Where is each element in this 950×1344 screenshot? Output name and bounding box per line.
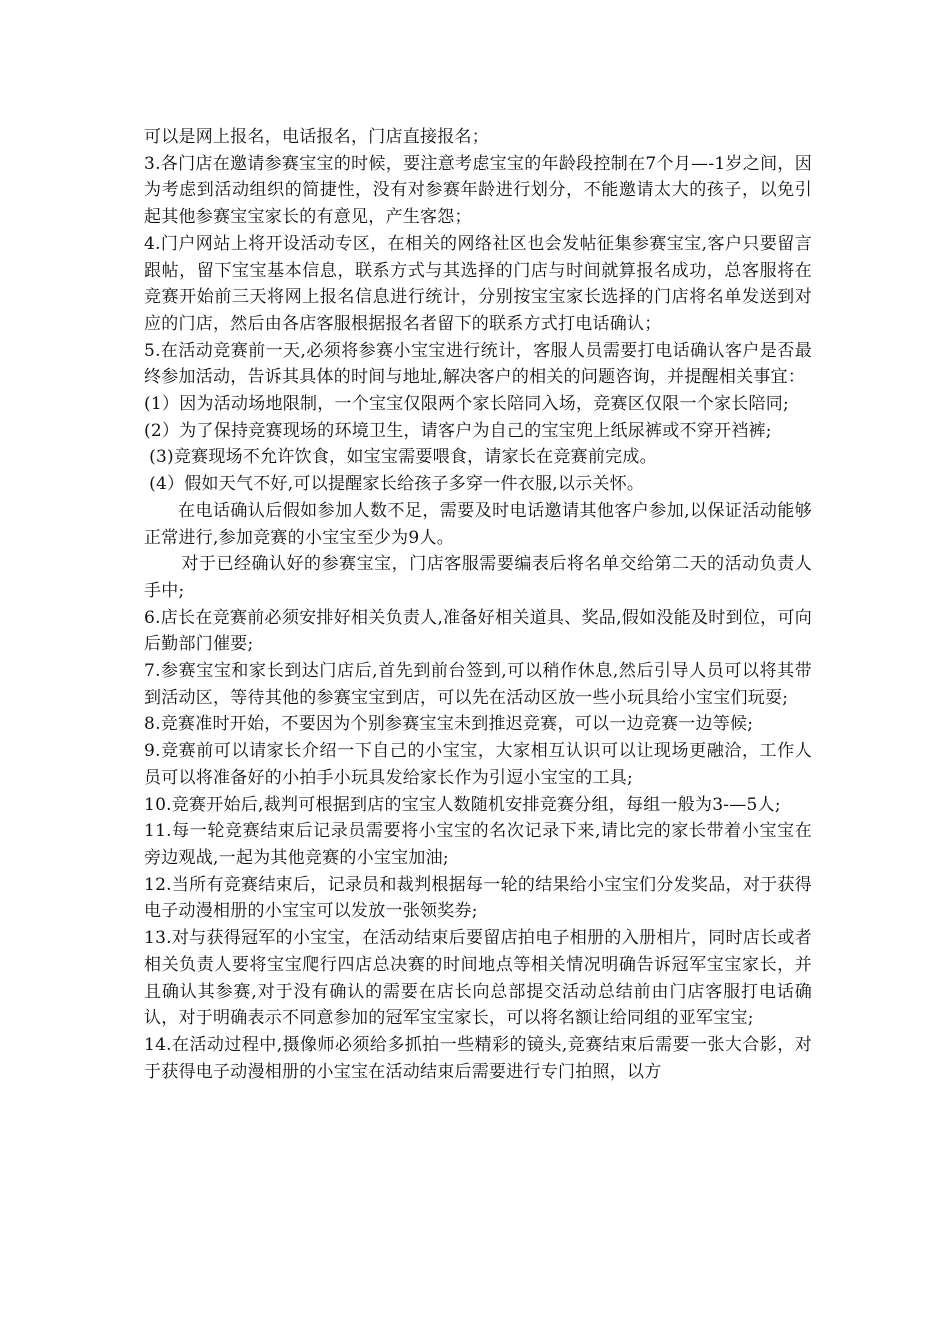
paragraph: 5.在活动竞赛前一天,必须将参赛小宝宝进行统计，客服人员需要打电话确认客户是否最终参加活动，告诉其具体的时间与地址,解决客户的相关的问题咨询，并提醒相关事宜： xyxy=(144,340,812,388)
document-body xyxy=(144,124,812,1085)
paragraph: (3)竞赛现场不允许饮食，如宝宝需要喂食，请家长在竞赛前完成。 xyxy=(149,447,657,468)
paragraph: 在电话确认后假如参加人数不足，需要及时电话邀请其他客户参加,以保证活动能够正常进行,参加竞赛的小宝宝至少为9人。 xyxy=(144,500,812,548)
paragraph: 可以是网上报名，电话报名，门店直接报名； xyxy=(144,127,489,147)
paragraph: 10.竞赛开始后,裁判可根据到店的宝宝人数随机安排竞赛分组，每组一般为3-—5人; xyxy=(144,794,781,815)
paragraph: 3.各门店在邀请参赛宝宝的时候，要注意考虑宝宝的年龄段控制在7个月—-1岁之间，因为考虑到活动组织的简捷性，没有对参赛年龄进行划分，不能邀请太大的孩子，以免引起其他参赛宝宝家长的有意见，产生客怨； xyxy=(144,153,812,228)
paragraph: 对于已经确认好的参赛宝宝，门店客服需要编表后将名单交给第二天的活动负责人手中; xyxy=(144,554,812,601)
paragraph: 6.店长在竞赛前必须安排好相关负责人,准备好相关道具、奖品,假如没能及时到位，可向后勤部门催要; xyxy=(144,607,812,655)
paragraph: 14.在活动过程中,摄像师必须给多抓拍一些精彩的镜头,竞赛结束后需要一张大合影，对于获得电子动漫相册的小宝宝在活动结束后需要进行专门拍照，以方 xyxy=(144,1034,812,1082)
paragraph: 13.对与获得冠军的小宝宝，在活动结束后要留店拍电子相册的入册相片，同时店长或者相关负责人要将宝宝爬行四店总决赛的时间地点等相关情况明确告诉冠军宝宝家长，并且确认其参赛,对于没有确认的需要在店长向总部提交活动总结前由门店客服打电话确认，对于明确表示不同意参加的冠军宝宝家长，可以将名额让给同组的亚军宝宝; xyxy=(144,928,812,1029)
paragraph: 12.当所有竞赛结束后，记录员和裁判根据每一轮的结果给小宝宝们分发奖品，对于获得电子动漫相册的小宝宝可以发放一张领奖券; xyxy=(144,874,812,922)
paragraph: (2）为了保持竞赛现场的环境卫生，请客户为自己的宝宝兜上纸尿裤或不穿开裆裤; xyxy=(144,420,772,441)
paragraph: 4.门户网站上将开设活动专区，在相关的网络社区也会发帖征集参赛宝宝,客户只要留言跟帖，留下宝宝基本信息，联系方式与其选择的门店与时间就算报名成功，总客服将在竞赛开始前三天将网上报名信息进行统计，分别按宝宝家长选择的门店将名单发送到对应的门店，然后由各店客服根据报名者留下的联系方式打电话确认； xyxy=(144,233,812,334)
paragraph: 11.每一轮竞赛结束后记录员需要将小宝宝的名次记录下来,请比完的家长带着小宝宝在旁边观战,一起为其他竞赛的小宝宝加油; xyxy=(144,821,812,868)
paragraph: (4）假如天气不好,可以提醒家长给孩子多穿一件衣服,以示关怀。 xyxy=(149,474,645,495)
paragraph: 8.竞赛准时开始，不要因为个别参赛宝宝未到推迟竞赛，可以一边竞赛一边等候; xyxy=(144,714,754,735)
paragraph: 7.参赛宝宝和家长到达门店后,首先到前台签到,可以稍作休息,然后引导人员可以将其带到活动区，等待其他的参赛宝宝到店，可以先在活动区放一些小玩具给小宝宝们玩耍; xyxy=(144,661,812,708)
paragraph: 9.竞赛前可以请家长介绍一下自己的小宝宝，大家相互认识可以让现场更融洽，工作人员可以将准备好的小拍手小玩具发给家长作为引逗小宝宝的工具; xyxy=(144,741,812,788)
paragraph: (1）因为活动场地限制，一个宝宝仅限两个家长陪同入场，竞赛区仅限一个家长陪同; xyxy=(144,394,789,415)
